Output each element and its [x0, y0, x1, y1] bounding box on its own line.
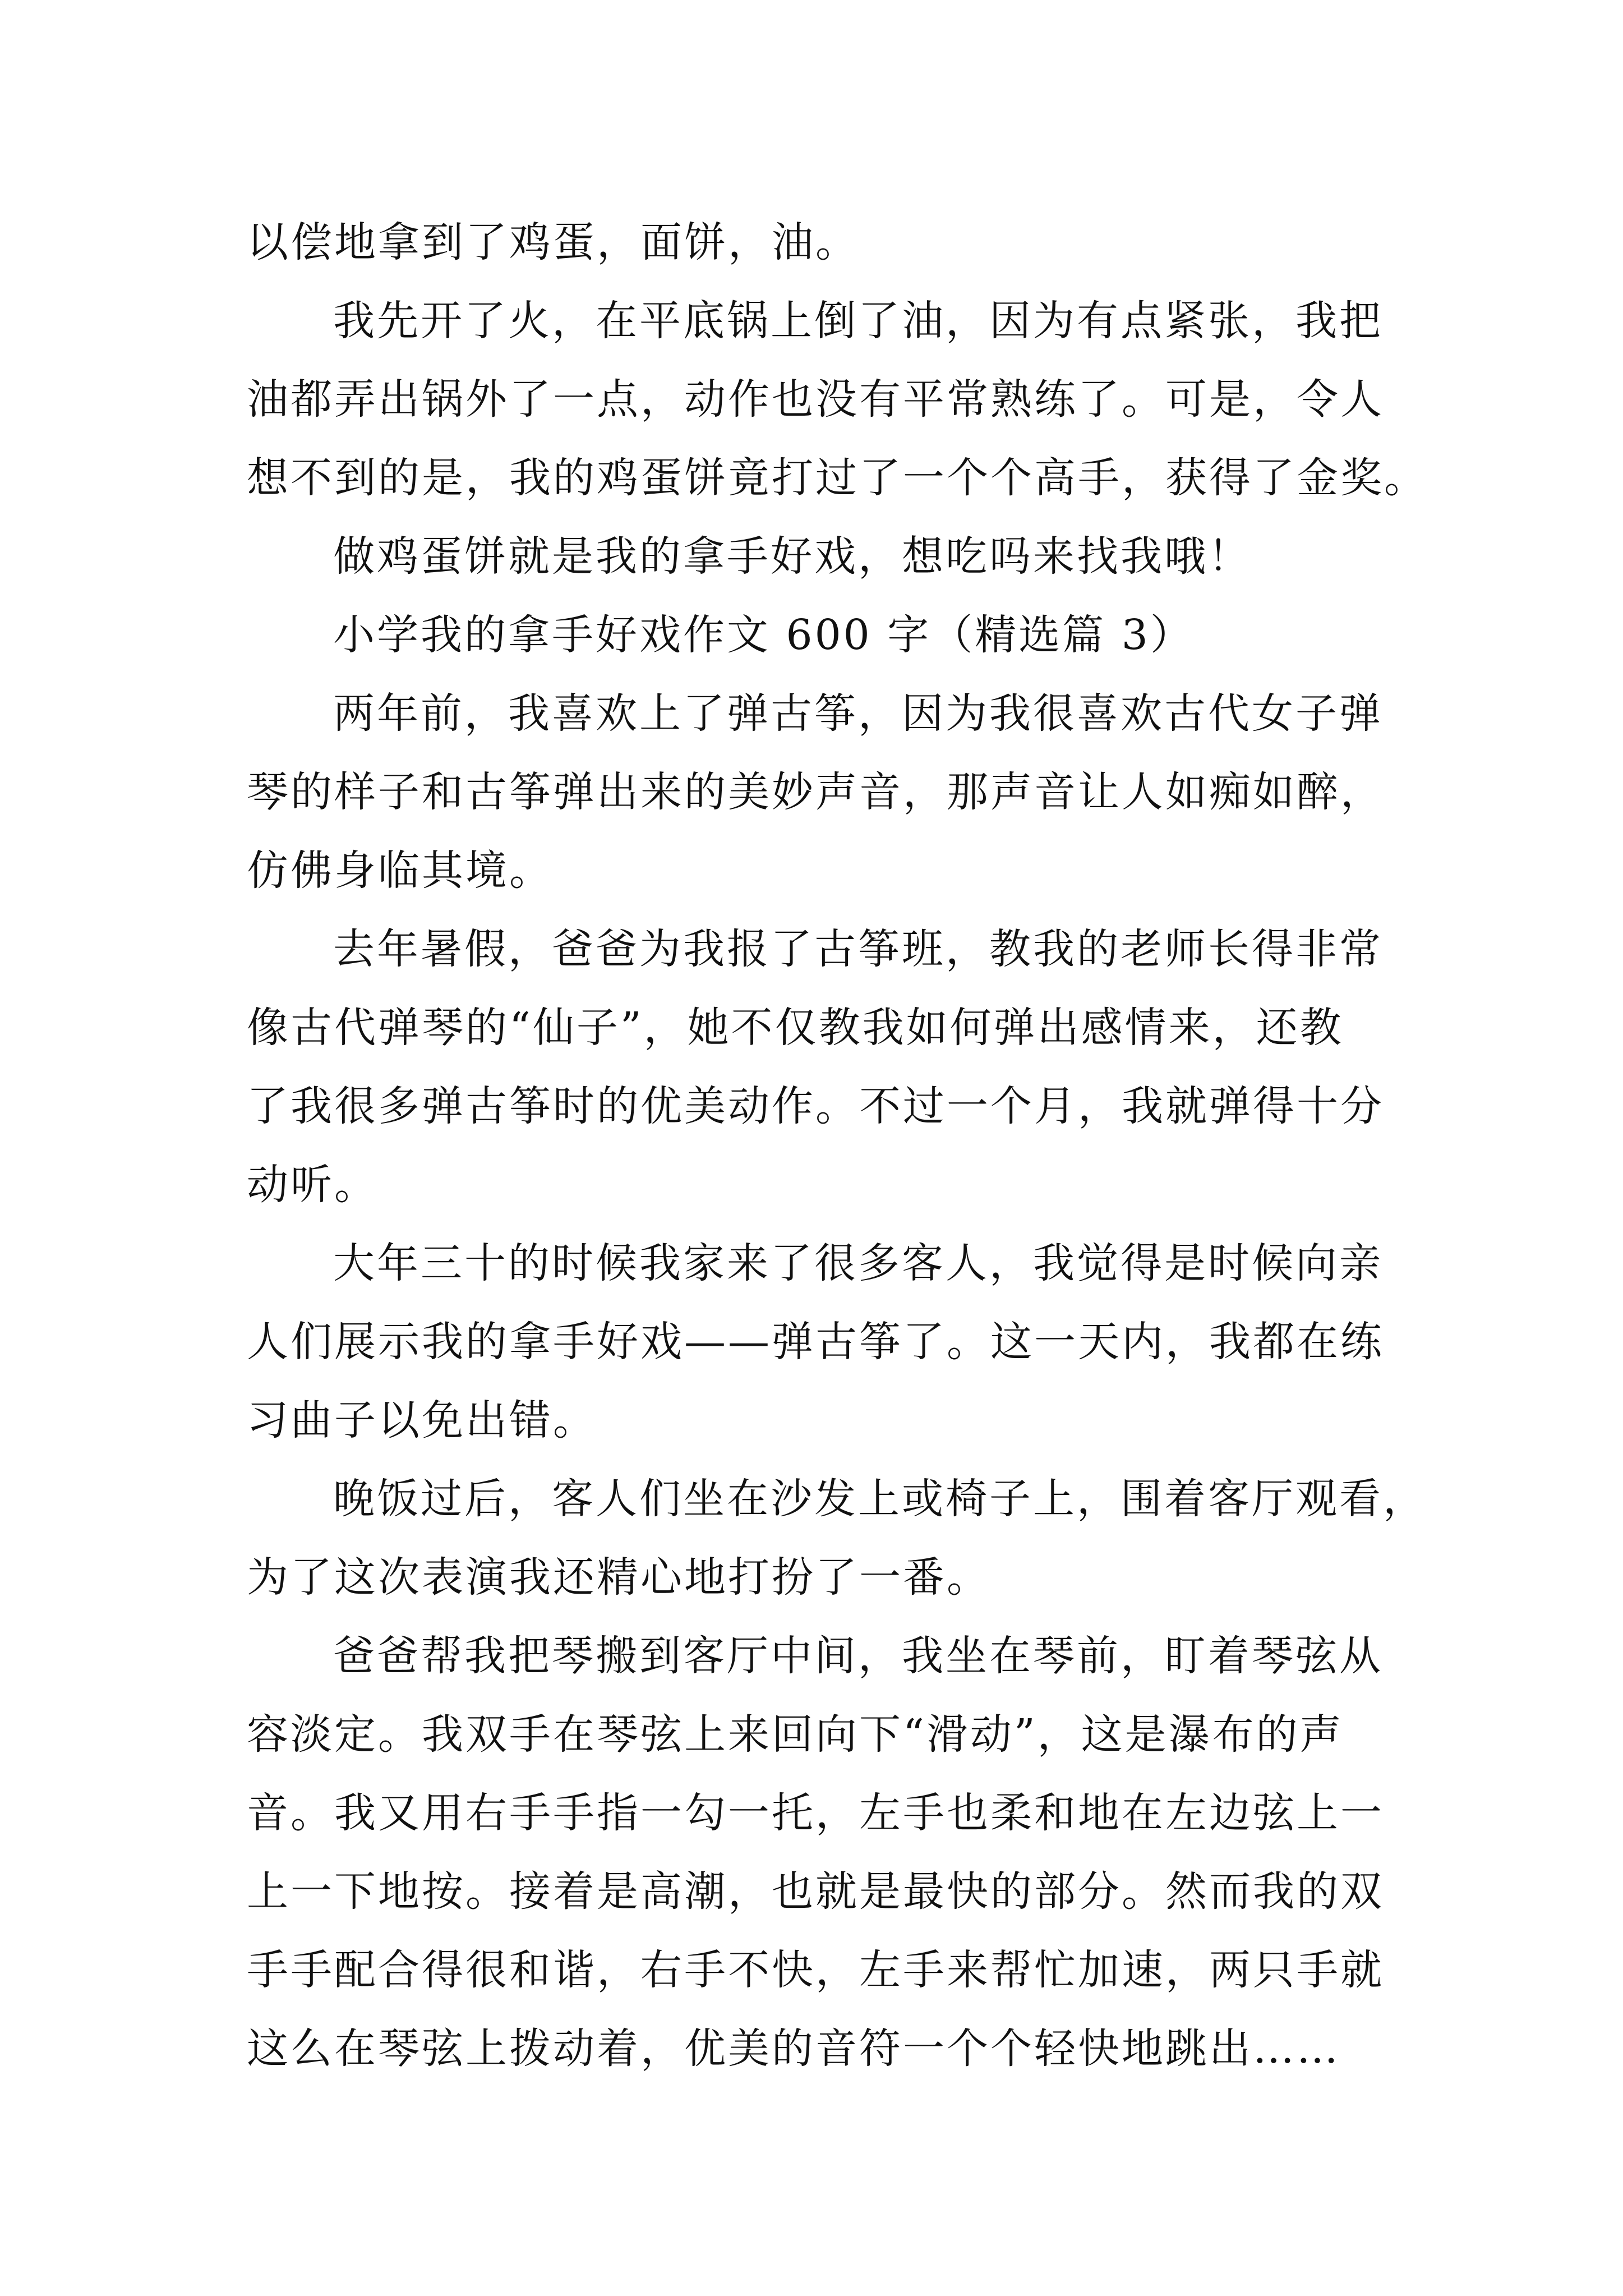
- text-line: 像古代弹琴的“仙子”，她不仅教我如何弹出感情来，还教: [247, 1004, 1344, 1052]
- text-line: 了我很多弹古筝时的优美动作。不过一个月，我就弹得十分: [247, 1082, 1384, 1130]
- text-line: 去年暑假，爸爸为我报了古筝班，教我的老师长得非常: [333, 925, 1383, 973]
- text-line: 晚饭过后，客人们坐在沙发上或椅子上，围着客厅观看，: [333, 1475, 1427, 1523]
- text-line: 人们展示我的拿手好戏——弹古筝了。这一天内，我都在练: [247, 1318, 1384, 1366]
- section-heading: 小学我的拿手好戏作文 600 字（精选篇 3）: [333, 611, 1194, 659]
- text-line: 两年前，我喜欢上了弹古筝，因为我很喜欢古代女子弹: [333, 689, 1383, 738]
- text-line: 油都弄出锅外了一点，动作也没有平常熟练了。可是，令人: [247, 375, 1384, 424]
- text-line: 想不到的是，我的鸡蛋饼竟打过了一个个高手，获得了金奖。: [247, 454, 1428, 502]
- body-text: [247, 203, 1428, 2088]
- text-line: 音。我又用右手手指一勾一托，左手也柔和地在左边弦上一: [247, 1789, 1384, 1837]
- text-line: 动听。: [247, 1161, 378, 1209]
- text-line: 大年三十的时候我家来了很多客人，我觉得是时候向亲: [333, 1239, 1383, 1287]
- text-line: 容淡定。我双手在琴弦上来回向下“滑动”，这是瀑布的声: [247, 1710, 1344, 1759]
- text-line: 上一下地按。接着是高潮，也就是最快的部分。然而我的双: [247, 1867, 1384, 1916]
- text-line: 习曲子以免出错。: [247, 1396, 597, 1444]
- text-line: 以偿地拿到了鸡蛋，面饼，油。: [247, 218, 859, 266]
- text-line: 手手配合得很和谐，右手不快，左手来帮忙加速，两只手就: [247, 1946, 1384, 1994]
- text-line: 仿佛身临其境。: [247, 846, 553, 895]
- text-line: 这么在琴弦上拨动着，优美的音符一个个轻快地跳出……: [247, 2024, 1340, 2073]
- text-line: 我先开了火，在平底锅上倒了油，因为有点紧张，我把: [333, 297, 1383, 345]
- text-line: 爸爸帮我把琴搬到客厅中间，我坐在琴前，盯着琴弦从: [333, 1632, 1383, 1680]
- text-line: 做鸡蛋饼就是我的拿手好戏，想吃吗来找我哦！: [333, 532, 1252, 581]
- text-line: 为了这次表演我还精心地打扮了一番。: [247, 1553, 990, 1602]
- text-line: 琴的样子和古筝弹出来的美妙声音，那声音让人如痴如醉，: [247, 768, 1384, 816]
